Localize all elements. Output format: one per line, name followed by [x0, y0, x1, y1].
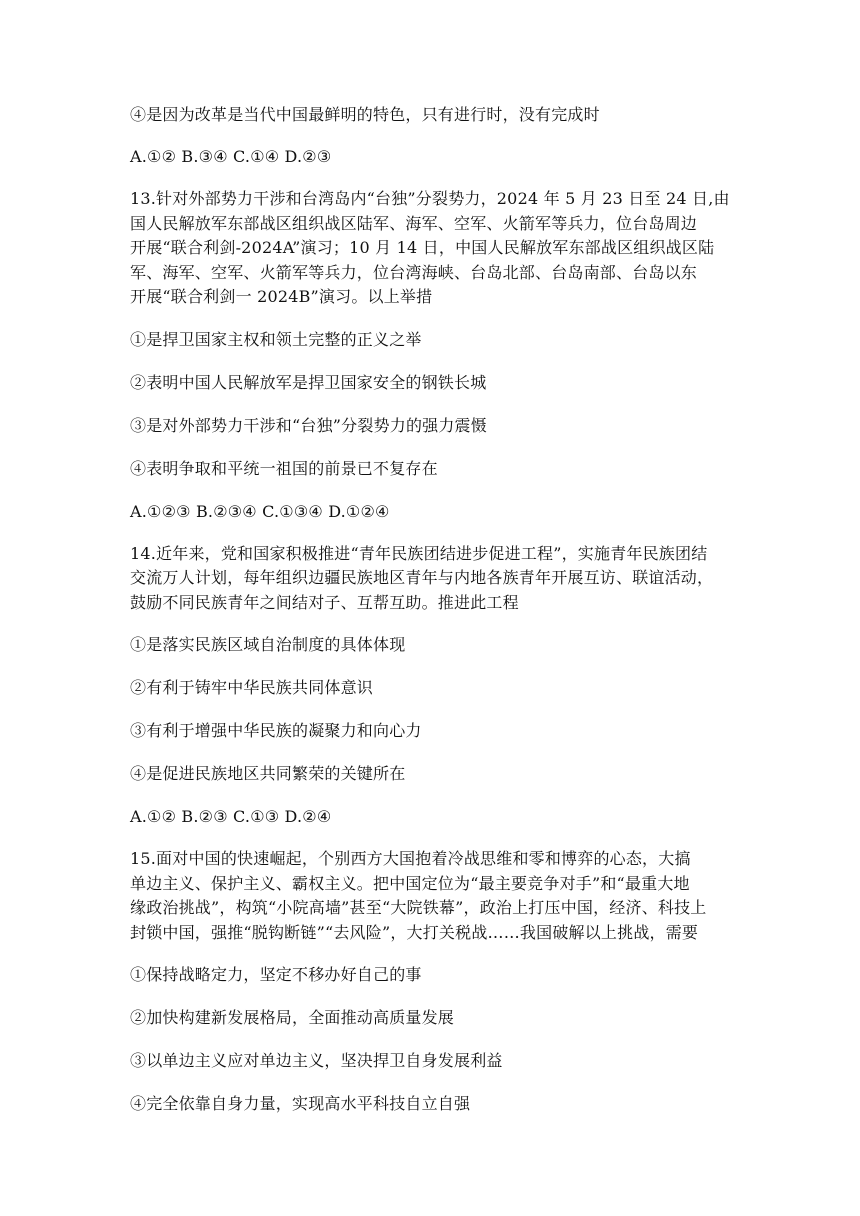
q13-stem-line: 开展“联合利剑一 2024B”演习。以上举措 — [130, 287, 433, 306]
q13-option-3: ③是对外部势力干涉和“台独”分裂势力的强力震慑 — [130, 415, 487, 435]
q13-option-2: ②表明中国人民解放军是捍卫国家安全的钢铁长城 — [130, 372, 487, 392]
q15-stem-line: 单边主义、保护主义、霸权主义。把中国定位为“最主要竞争对手”和“最重大地 — [130, 873, 690, 893]
q15-stem-line: 15.面对中国的快速崛起，个别西方大国抱着冷战思维和零和博弈的心态，大搞 — [130, 849, 691, 868]
q14-option-1: ①是落实民族区域自治制度的具体体现 — [130, 635, 406, 654]
q14-stem — [130, 542, 730, 616]
q15-stem-line: 封锁中国，强推“脱钩断链”“去风险”，大打关税战……我国破解以上挑战，需要 — [130, 922, 699, 942]
q15-option-3: ③以单边主义应对单边主义，坚决捍卫自身发展利益 — [130, 1051, 503, 1070]
q15-stem-line: 缘政治挑战”，构筑“小院高墙”甚至“大院铁幕”，政治上打压中国，经济、科技上 — [130, 898, 707, 917]
q13-stem-line: 13.针对外部势力干涉和台湾岛内“台独”分裂势力，2024 年 5 月 23 日至 24 日,由 — [130, 189, 730, 208]
q15-stem — [130, 847, 730, 945]
q12-answer-choices: A.①② B.③④ C.①④ D.②③ — [130, 147, 332, 166]
q12-option-4: ④是因为改革是当代中国最鲜明的特色，只有进行时，没有完成时 — [130, 105, 600, 124]
q13-stem-line: 国人民解放军东部战区组织战区陆军、海军、空军、火箭军等兵力，位台岛周边 — [130, 213, 698, 233]
q14-option-3: ③有利于增强中华民族的凝聚力和向心力 — [130, 721, 422, 740]
q13-option-4: ④表明争取和平统一祖国的前景已不复存在 — [130, 458, 438, 478]
q14-answer-choices: A.①② B.②③ C.①③ D.②④ — [130, 807, 332, 826]
q14-stem-line: 鼓励不同民族青年之间结对子、互帮互助。推进此工程 — [130, 592, 519, 612]
q14-option-2: ②有利于铸牢中华民族共同体意识 — [130, 678, 374, 697]
q13-answer-choices: A.①②③ B.②③④ C.①③④ D.①②④ — [130, 501, 390, 521]
q15-option-2: ②加快构建新发展格局，全面推动高质量发展 — [130, 1008, 455, 1027]
q13-stem-line: 开展“联合利剑-2024A”演习；10 月 14 日，中国人民解放军东部战区组织战区陆 — [130, 238, 715, 257]
q13-stem-line: 军、海军、空军、火箭军等兵力，位台湾海峡、台岛北部、台岛南部、台岛以东 — [130, 262, 698, 282]
q15-option-4: ④完全依靠自身力量，实现高水平科技自立自强 — [130, 1094, 471, 1113]
q14-stem-line: 交流万人计划，每年组织边疆民族地区青年与内地各族青年开展互访、联谊活动， — [130, 568, 714, 587]
q14-option-4: ④是促进民族地区共同繁荣的关键所在 — [130, 764, 406, 783]
q13-option-1: ①是捍卫国家主权和领土完整的正义之举 — [130, 329, 422, 349]
q13-stem — [130, 187, 730, 310]
q14-stem-line: 14.近年来，党和国家积极推进“青年民族团结进步促进工程”，实施青年民族团结 — [130, 543, 708, 563]
q15-option-1: ①保持战略定力，坚定不移办好自己的事 — [130, 965, 422, 984]
document-page — [130, 102, 730, 1117]
